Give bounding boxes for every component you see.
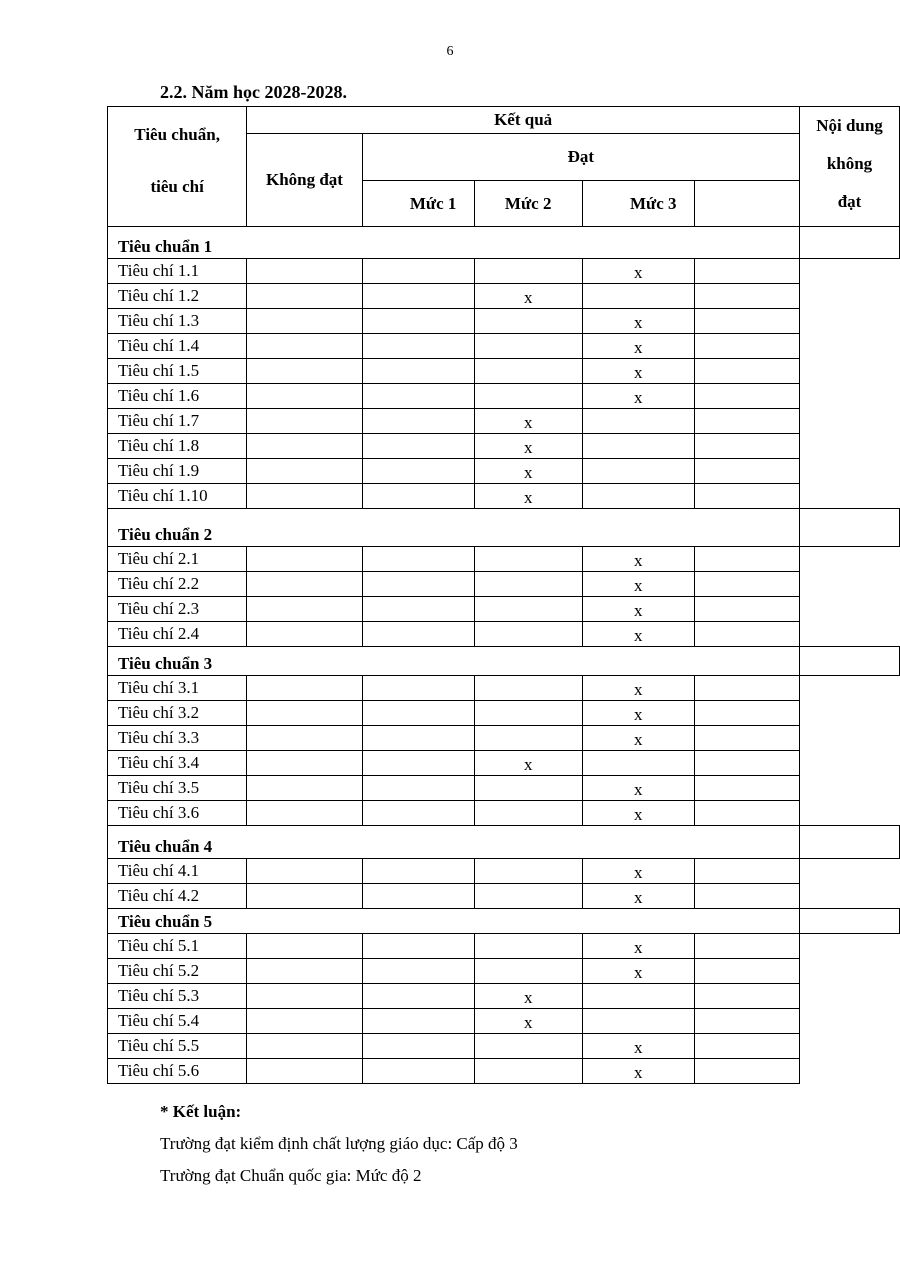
level1-cell [362,597,474,622]
header-content-line3: đạt [837,192,862,211]
criterion-row [108,409,900,434]
level2-cell-mark: x [474,484,582,509]
level1-cell [362,701,474,726]
header-level1: Mức 1 [362,181,474,227]
level1-cell [362,1059,474,1084]
criterion-row [108,726,900,751]
not-achieved-cell [247,384,362,409]
header-result: Kết quả [247,107,800,134]
header-content [800,107,900,227]
content-cell [694,572,799,597]
level2-cell-mark: x [474,434,582,459]
not-achieved-cell [247,434,362,459]
not-achieved-cell [247,409,362,434]
level2-cell-mark: x [474,751,582,776]
criterion-row [108,572,900,597]
level3-cell [582,984,694,1009]
not-achieved-cell [247,859,362,884]
level2-cell [474,676,582,701]
not-achieved-cell [247,1034,362,1059]
criterion-row [108,259,900,284]
criterion-label: Tiêu chí 1.10 [108,484,247,509]
criterion-label: Tiêu chí 5.3 [108,984,247,1009]
criterion-row [108,384,900,409]
level3-cell-mark: x [582,1034,694,1059]
criterion-label: Tiêu chí 1.8 [108,434,247,459]
not-achieved-cell [247,701,362,726]
content-cell [694,409,799,434]
standard-row [108,227,900,259]
content-cell [694,1034,799,1059]
not-achieved-cell [247,801,362,826]
level2-cell [474,547,582,572]
header-level2: Mức 2 [474,181,582,227]
level1-cell [362,622,474,647]
content-cell [694,884,799,909]
level3-cell-mark: x [582,776,694,801]
level3-cell [582,484,694,509]
criterion-row [108,801,900,826]
content-cell [694,726,799,751]
level3-cell-mark: x [582,334,694,359]
level3-cell-mark: x [582,1059,694,1084]
level2-cell [474,259,582,284]
content-cell [694,751,799,776]
criterion-row [108,597,900,622]
content-cell [800,509,900,547]
conclusion [160,1096,518,1192]
header-criteria [108,107,247,227]
not-achieved-cell [247,284,362,309]
criterion-row [108,751,900,776]
criterion-row [108,701,900,726]
content-cell [694,434,799,459]
criterion-row [108,359,900,384]
criterion-label: Tiêu chí 2.3 [108,597,247,622]
level3-cell [582,409,694,434]
level1-cell [362,726,474,751]
not-achieved-cell [247,984,362,1009]
level1-cell [362,309,474,334]
level1-cell [362,959,474,984]
header-not-achieved: Không đạt [247,134,362,227]
content-cell [694,284,799,309]
standard-label: Tiêu chuẩn 1 [108,227,800,259]
criterion-label: Tiêu chí 3.6 [108,801,247,826]
criterion-row [108,776,900,801]
level3-cell-mark: x [582,859,694,884]
level1-cell [362,1009,474,1034]
content-cell [694,959,799,984]
level1-cell [362,676,474,701]
content-cell [694,934,799,959]
level2-cell [474,959,582,984]
level3-cell-mark: x [582,597,694,622]
content-cell [694,676,799,701]
criterion-row [108,547,900,572]
not-achieved-cell [247,622,362,647]
criterion-row [108,1009,900,1034]
not-achieved-cell [247,676,362,701]
criterion-row [108,484,900,509]
header-criteria-line1: Tiêu chuẩn, [134,125,220,144]
level2-cell [474,726,582,751]
criterion-label: Tiêu chí 2.2 [108,572,247,597]
level2-cell-mark: x [474,459,582,484]
level3-cell-mark: x [582,547,694,572]
criterion-row [108,884,900,909]
conclusion-title: * Kết luận: [160,1102,242,1121]
criterion-label: Tiêu chí 3.3 [108,726,247,751]
conclusion-line2: Trường đạt Chuẩn quốc gia: Mức độ 2 [160,1166,422,1185]
content-cell [694,334,799,359]
level3-cell-mark: x [582,359,694,384]
standard-row [108,826,900,859]
level3-cell-mark: x [582,572,694,597]
level3-cell-mark: x [582,959,694,984]
criterion-label: Tiêu chí 2.4 [108,622,247,647]
criterion-label: Tiêu chí 5.4 [108,1009,247,1034]
level1-cell [362,259,474,284]
level3-cell [582,1009,694,1034]
level1-cell [362,409,474,434]
level3-cell-mark: x [582,726,694,751]
content-cell [694,459,799,484]
page-number: 6 [446,44,454,59]
content-cell [694,701,799,726]
not-achieved-cell [247,259,362,284]
content-cell [694,384,799,409]
content-cell [694,622,799,647]
content-cell [800,227,900,259]
criterion-label: Tiêu chí 3.5 [108,776,247,801]
level2-cell [474,384,582,409]
not-achieved-cell [247,776,362,801]
header-content-line1: Nội dung [816,116,883,135]
level3-cell-mark: x [582,701,694,726]
not-achieved-cell [247,572,362,597]
level3-cell-mark: x [582,884,694,909]
standard-row [108,647,900,676]
not-achieved-cell [247,959,362,984]
level3-cell [582,284,694,309]
criterion-row [108,434,900,459]
level1-cell [362,384,474,409]
standard-row [108,509,900,547]
content-cell [694,1009,799,1034]
level1-cell [362,572,474,597]
criterion-row [108,1034,900,1059]
level3-cell [582,434,694,459]
content-cell [694,801,799,826]
level1-cell [362,934,474,959]
criterion-row [108,859,900,884]
standard-label: Tiêu chuẩn 2 [108,509,800,547]
criterion-label: Tiêu chí 3.4 [108,751,247,776]
not-achieved-cell [247,334,362,359]
criterion-row [108,622,900,647]
header-level3: Mức 3 [582,181,694,227]
criterion-row [108,934,900,959]
criterion-row [108,309,900,334]
standard-label: Tiêu chuẩn 3 [108,647,800,676]
criterion-label: Tiêu chí 3.2 [108,701,247,726]
level2-cell [474,359,582,384]
level2-cell [474,776,582,801]
criterion-label: Tiêu chí 1.4 [108,334,247,359]
content-cell [800,909,900,934]
standard-row [108,909,900,934]
level3-cell-mark: x [582,622,694,647]
header-criteria-line2: tiêu chí [150,177,204,196]
standard-label: Tiêu chuẩn 5 [108,909,800,934]
content-cell [694,597,799,622]
standard-label: Tiêu chuẩn 4 [108,826,800,859]
not-achieved-cell [247,459,362,484]
content-cell [694,547,799,572]
level2-cell [474,334,582,359]
content-cell [694,359,799,384]
level1-cell [362,359,474,384]
criterion-row [108,676,900,701]
criterion-label: Tiêu chí 4.2 [108,884,247,909]
header-achieved: Đạt [362,134,799,181]
criterion-label: Tiêu chí 3.1 [108,676,247,701]
level1-cell [362,859,474,884]
level1-cell [362,1034,474,1059]
criterion-label: Tiêu chí 5.5 [108,1034,247,1059]
criterion-label: Tiêu chí 1.9 [108,459,247,484]
level2-cell [474,622,582,647]
content-cell [694,309,799,334]
level2-cell [474,1034,582,1059]
level1-cell [362,984,474,1009]
content-cell [694,484,799,509]
content-cell [694,859,799,884]
level1-cell [362,434,474,459]
criterion-row [108,334,900,359]
level2-cell [474,1059,582,1084]
level3-cell-mark: x [582,259,694,284]
not-achieved-cell [247,726,362,751]
level2-cell [474,597,582,622]
level3-cell-mark: x [582,801,694,826]
level1-cell [362,459,474,484]
criterion-label: Tiêu chí 5.6 [108,1059,247,1084]
evaluation-table [107,106,900,1084]
level2-cell [474,934,582,959]
criterion-row [108,1059,900,1084]
not-achieved-cell [247,359,362,384]
not-achieved-cell [247,484,362,509]
level1-cell [362,547,474,572]
criterion-row [108,959,900,984]
not-achieved-cell [247,884,362,909]
level1-cell [362,776,474,801]
conclusion-line1: Trường đạt kiểm định chất lượng giáo dục: Cấp độ 3 [160,1134,518,1153]
level3-cell-mark: x [582,309,694,334]
level2-cell-mark: x [474,1009,582,1034]
criterion-label: Tiêu chí 1.2 [108,284,247,309]
criterion-label: Tiêu chí 1.5 [108,359,247,384]
criterion-label: Tiêu chí 1.6 [108,384,247,409]
level3-cell-mark: x [582,934,694,959]
content-cell [694,1059,799,1084]
criterion-label: Tiêu chí 4.1 [108,859,247,884]
level1-cell [362,284,474,309]
level2-cell-mark: x [474,409,582,434]
level3-cell-mark: x [582,676,694,701]
criterion-row [108,284,900,309]
level2-cell [474,572,582,597]
criterion-label: Tiêu chí 2.1 [108,547,247,572]
level2-cell-mark: x [474,284,582,309]
level1-cell [362,484,474,509]
content-cell [694,259,799,284]
level1-cell [362,801,474,826]
section-title: 2.2. Năm học 2028-2028. [160,82,347,102]
criterion-label: Tiêu chí 5.2 [108,959,247,984]
level1-cell [362,884,474,909]
level2-cell [474,309,582,334]
level1-cell [362,751,474,776]
not-achieved-cell [247,751,362,776]
criterion-row [108,459,900,484]
not-achieved-cell [247,309,362,334]
level2-cell [474,701,582,726]
criterion-label: Tiêu chí 1.1 [108,259,247,284]
level3-cell [582,751,694,776]
level2-cell-mark: x [474,984,582,1009]
not-achieved-cell [247,597,362,622]
level3-cell-mark: x [582,384,694,409]
level1-cell [362,334,474,359]
criterion-label: Tiêu chí 1.7 [108,409,247,434]
not-achieved-cell [247,1059,362,1084]
level3-cell [582,459,694,484]
not-achieved-cell [247,547,362,572]
level2-cell [474,801,582,826]
criterion-label: Tiêu chí 1.3 [108,309,247,334]
criterion-row [108,984,900,1009]
content-cell [800,647,900,676]
not-achieved-cell [247,1009,362,1034]
content-cell [800,826,900,859]
not-achieved-cell [247,934,362,959]
criterion-label: Tiêu chí 5.1 [108,934,247,959]
level2-cell [474,859,582,884]
header-content-line2: không [826,154,873,173]
level2-cell [474,884,582,909]
content-cell [694,776,799,801]
content-cell [694,984,799,1009]
